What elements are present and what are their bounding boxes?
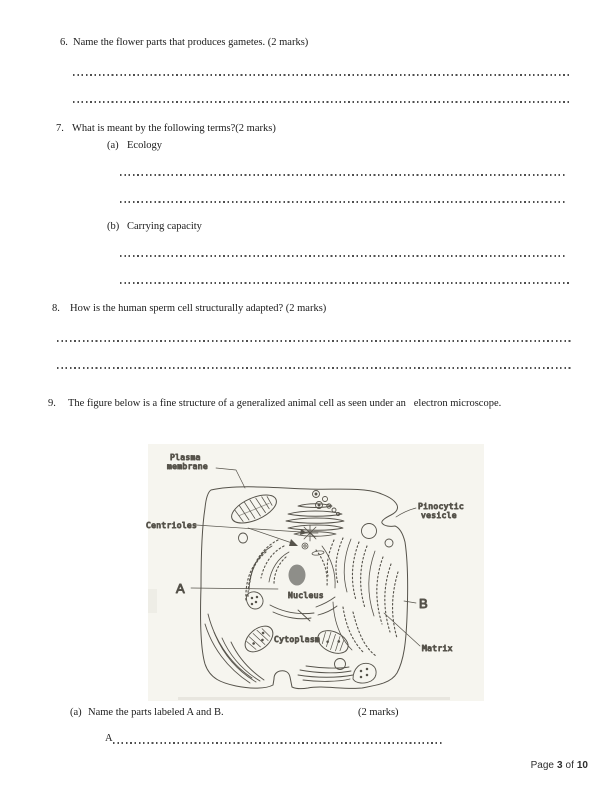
scan-background <box>148 444 484 701</box>
part-b-letter: B <box>419 596 428 611</box>
question-7a-text: Ecology <box>127 140 162 151</box>
question-7b <box>0 220 202 272</box>
question-9a-text: Name the parts labeled A and B. <box>88 707 224 718</box>
matrix-label: Matrix <box>422 644 453 653</box>
question-8-text: How is the human sperm cell structurally adapted? (2 marks) <box>70 303 327 314</box>
answer-line <box>120 201 567 203</box>
answer-line <box>57 340 572 342</box>
nucleolus <box>289 565 306 586</box>
pinocytic-vesicle-label: Pinocytic <box>418 502 465 511</box>
answer-line <box>120 174 567 176</box>
answer-a-prefix: A <box>105 733 113 744</box>
question-9-text: The figure below is a fine structure of a generalized animal cell as seen under an electron microscope. <box>68 398 502 409</box>
answer-line <box>120 255 567 257</box>
question-9a-marks: (2 marks) <box>358 707 399 718</box>
pinocytic-vesicle-label: vesicle <box>421 511 457 520</box>
question-8-number: 8. <box>52 303 60 314</box>
plasma-membrane-label: Plasma <box>170 453 201 462</box>
answer-line <box>113 742 442 744</box>
footer-total-pages: 10 <box>576 760 588 771</box>
answer-line <box>73 74 570 76</box>
scan-smudge <box>148 589 157 613</box>
question-7b-text: Carrying capacity <box>127 221 202 232</box>
nucleus-label: Nucleus <box>288 591 324 600</box>
footer-page-number: 3 <box>556 760 563 771</box>
answer-line <box>57 367 572 369</box>
question-9a-label: (a) <box>70 707 82 718</box>
plasma-membrane-label: membrane <box>167 462 208 471</box>
question-6-text: Name the flower parts that produces gametes. (2 marks) <box>73 37 309 48</box>
question-6 <box>0 36 309 88</box>
footer-of-word: of <box>565 760 574 771</box>
question-6-number: 6. <box>60 37 68 48</box>
centrioles-label: Centrioles <box>146 521 198 530</box>
page-footer <box>0 760 588 771</box>
question-7-number: 7. <box>56 123 64 134</box>
question-7-text: What is meant by the following terms?(2 marks) <box>72 123 276 134</box>
scan-edge-band <box>178 697 450 700</box>
question-7b-label: (b) <box>107 221 120 232</box>
footer-page-word: Page <box>530 760 554 771</box>
question-9 <box>0 397 502 449</box>
part-a-letter: A <box>176 581 185 596</box>
question-8 <box>0 302 327 354</box>
question-7a <box>0 139 162 191</box>
cytoplasm-label: Cytoplasm <box>274 635 321 644</box>
answer-line <box>73 101 570 103</box>
animal-cell-figure <box>148 442 485 704</box>
answer-line <box>120 282 570 284</box>
question-9-number: 9. <box>48 398 56 409</box>
question-7a-label: (a) <box>107 140 119 151</box>
